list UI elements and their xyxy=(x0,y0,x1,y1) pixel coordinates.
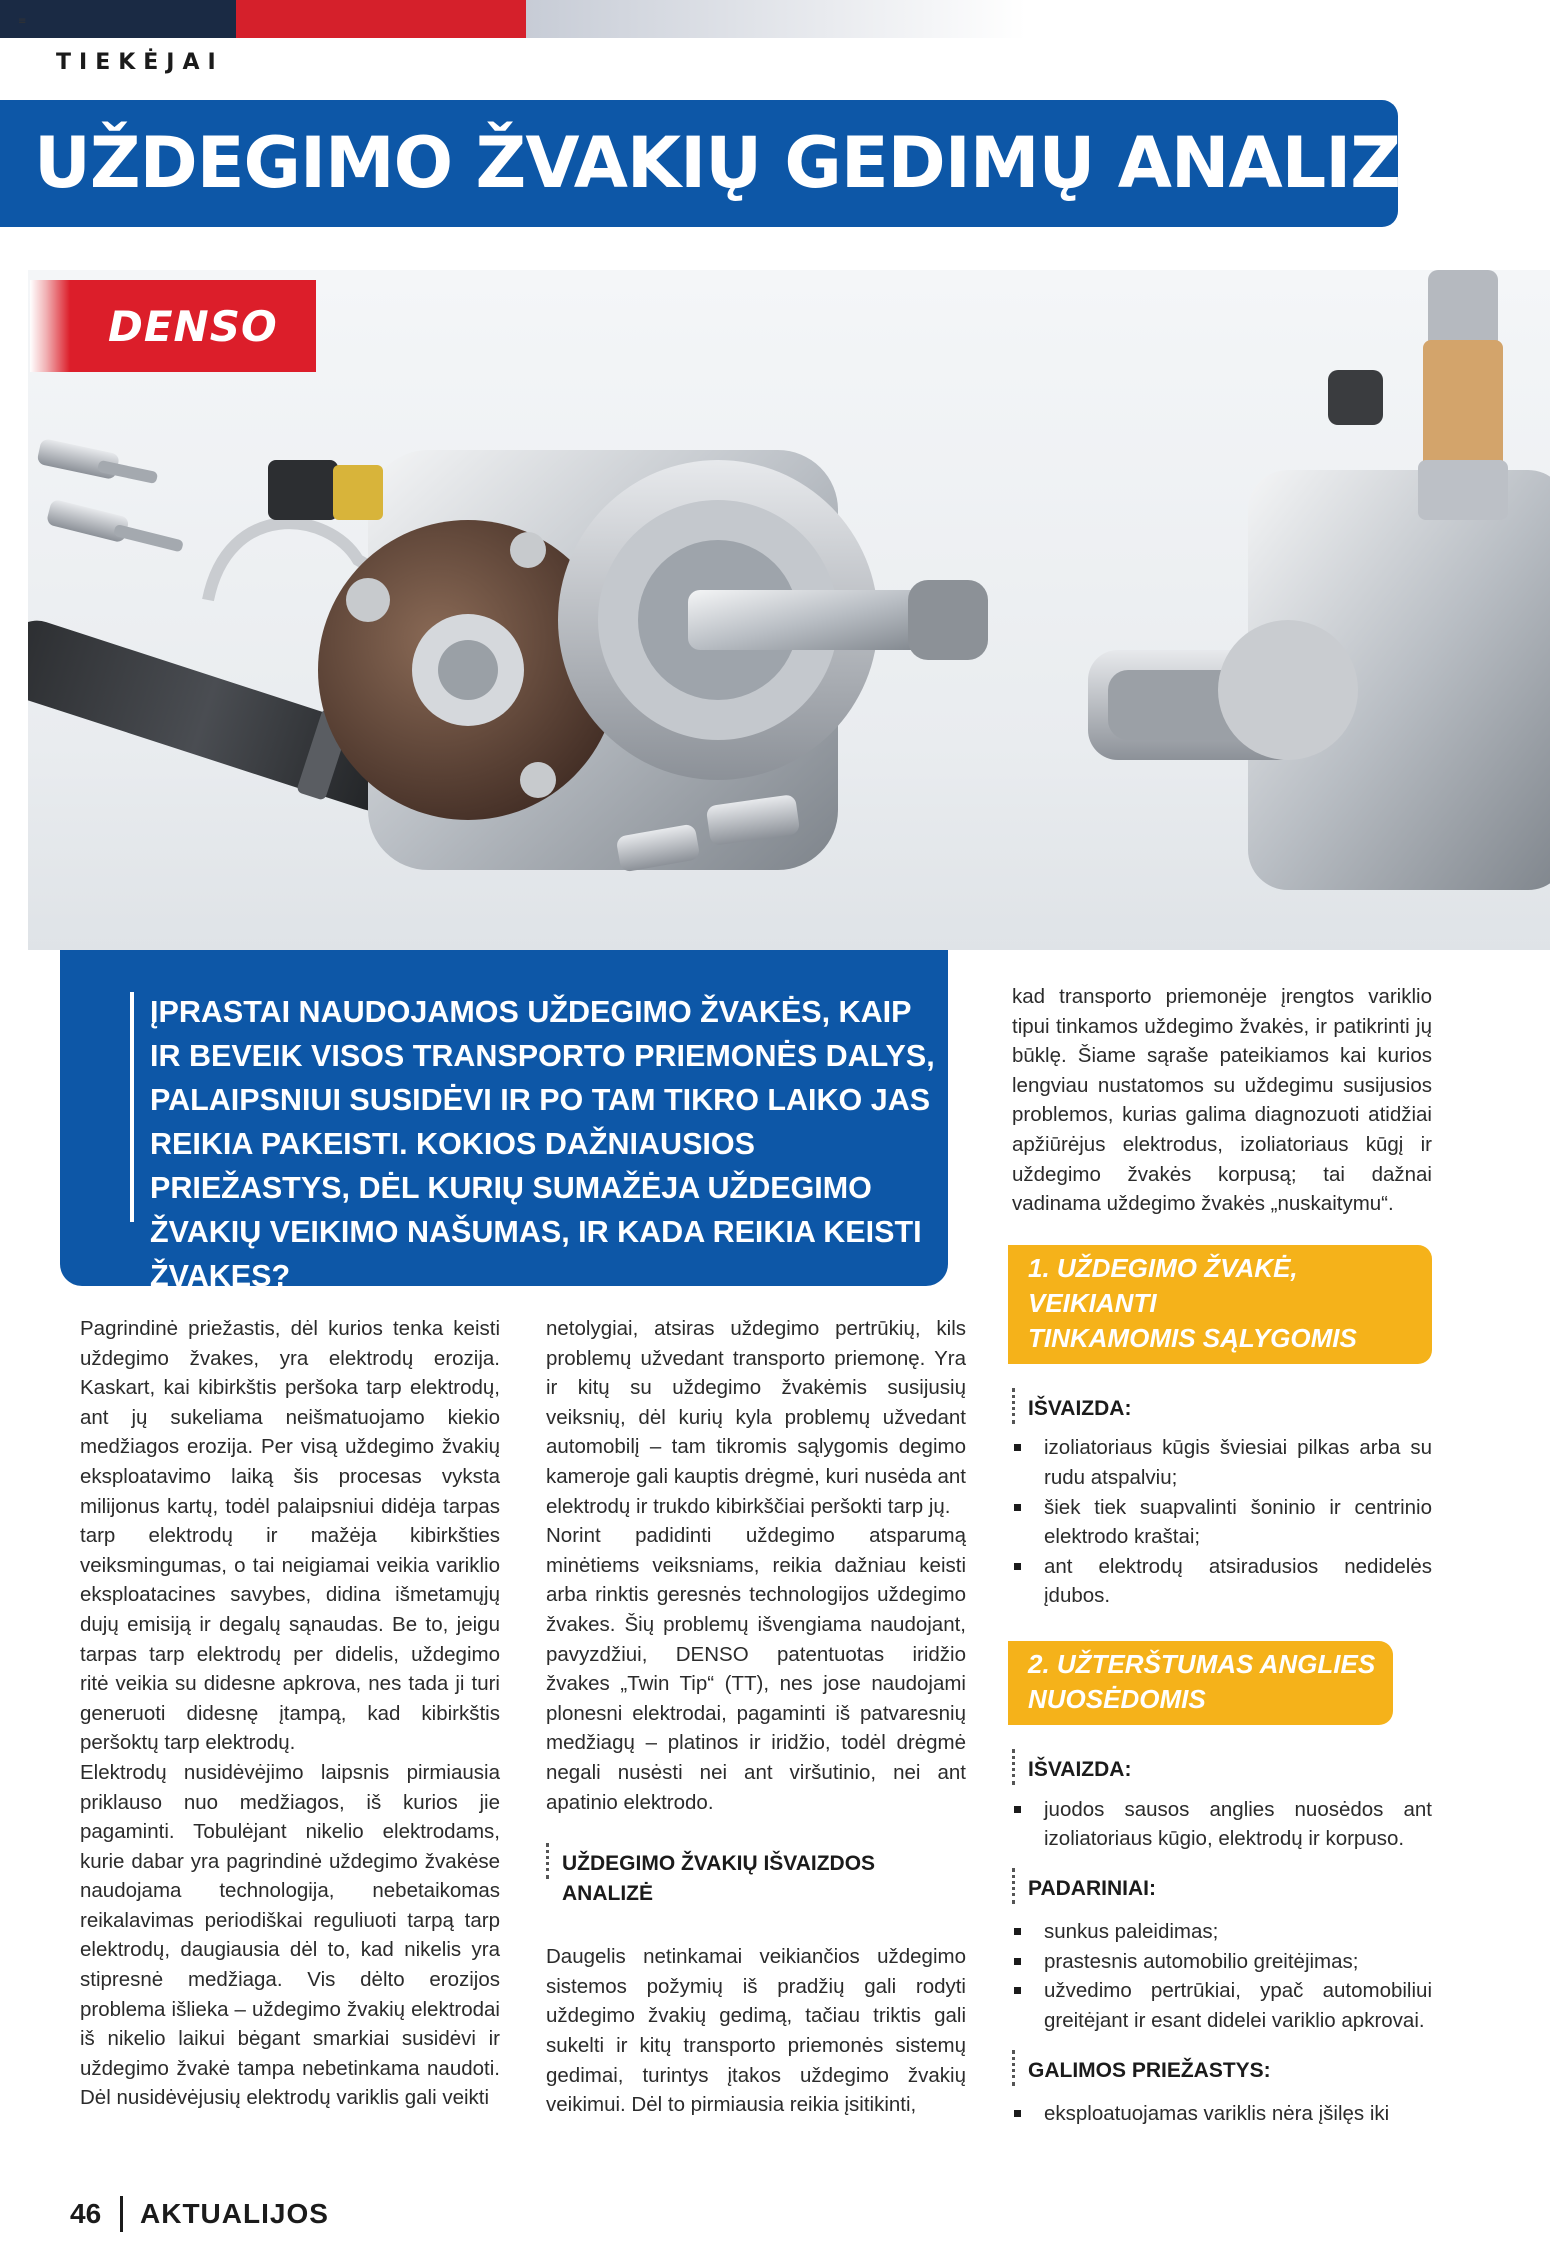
list-item: prastesnis automobilio greitėjimas; xyxy=(1012,1947,1432,1977)
subheading: UŽDEGIMO ŽVAKIŲ IŠVAIZDOS ANALIZĖ xyxy=(546,1849,966,1908)
list-item: šiek tiek suapvalinti šoninio ir centrinio elektrodo kraštai; xyxy=(1012,1493,1432,1552)
footer-divider xyxy=(120,2196,123,2232)
case-2-causes-label: GALIMOS PRIEŽASTYS: xyxy=(1012,2056,1432,2086)
case-1-appearance-list xyxy=(1012,1433,1432,1611)
case-2-appearance-list xyxy=(1012,1795,1432,1854)
list-item: užvedimo pertrūkiai, ypač automobiliui greitėjant ir esant didelei variklio apkrovai. xyxy=(1012,1976,1432,2035)
fuel-pump-photo-icon xyxy=(28,270,1550,950)
hero-image xyxy=(28,270,1550,950)
case-2-heading-line1: 2. UŽTERŠTUMAS ANGLIES xyxy=(1028,1648,1376,1679)
menu-icon: ≡ xyxy=(18,16,27,27)
article-column-1 xyxy=(80,1314,500,2113)
case-1-appearance-label: IŠVAIZDA: xyxy=(1012,1394,1432,1424)
title-banner xyxy=(0,100,1447,227)
case-2-heading-line2: NUOSĖDOMIS xyxy=(1028,1683,1206,1714)
list-item: juodos sausos anglies nuosėdos ant izoliatoriaus kūgio, elektrodų ir korpuso. xyxy=(1012,1795,1432,1854)
case-1-heading xyxy=(1008,1245,1432,1364)
page-title: UŽDEGIMO ŽVAKIŲ GEDIMŲ ANALIZĖ xyxy=(34,122,1447,204)
top-decorative-bar xyxy=(0,0,1550,38)
logo-swoosh xyxy=(30,280,70,372)
list-item: eksploatuojamas variklis nėra įšilęs iki xyxy=(1012,2099,1432,2129)
case-2-appearance-label: IŠVAIZDA: xyxy=(1012,1755,1432,1785)
paragraph: Pagrindinė priežastis, dėl kurios tenka keisti uždegimo žvakes, yra elektrodų erozija. Kaskart, kai kibirkštis peršoka tarp elektrodų, ant jų sukeliama neišmatuojamo kiekio medžiagos erozija. Per visą uždegimo žvakių eksploatavimo laiką šis procesas vyksta milijonus kartų, todėl palaipsniui didėja tarpas tarp elektrodų ir mažėja kibirkšties veiksmingumas, o tai neigiamai veikia variklio eksploatacines savybes, didina išmetamųjų dujų emisiją ir degalų sąnaudas. Be to, jeigu tarpas tarp elektrodų per didelis, uždegimo ritė veikia su didesne apkrova, nes tada ji turi generuoti didesnę įtampą, kad kibirkštis peršoktų tarp elektrodų. xyxy=(80,1317,500,1755)
page-number: 46 xyxy=(70,2198,102,2229)
top-bar-navy xyxy=(0,0,236,38)
list-item: izoliatoriaus kūgis šviesiai pilkas arba su rudu atspalviu; xyxy=(1012,1433,1432,1492)
top-bar-red xyxy=(236,0,526,38)
paragraph: kad transporto priemonėje įrengtos variklio tipui tinkamos uždegimo žvakės, ir patikrinti jų būklę. Šiame sąraše pateikiamos kai kurios lengviau nustatomos su uždegimu susijusios problemos, kurias galima diagnozuoti atidžiai apžiūrėjus elektrodus, izoliatoriaus kūgį ir uždegimo žvakės korpusą; tai dažnai vadinama uždegimo žvakės „nuskaitymu“. xyxy=(1012,985,1432,1216)
list-item: ant elektrodų atsiradusios nedidelės įdubos. xyxy=(1012,1552,1432,1611)
magazine-name: AKTUALIJOS xyxy=(140,2198,329,2229)
case-2-effects-list xyxy=(1012,1917,1432,2035)
paragraph: netolygiai, atsiras uždegimo pertrūkių, kils problemų užvedant transporto priemonę. Yra ir kitų su uždegimo žvakėmis susijusių veiksnių, dėl kurių kyla problemų užvedant automobilį – tam tikromis sąlygomis degimo kameroje gali kauptis drėgmė, kuri nusėda ant elektrodų ir trukdo kibirkščiai peršokti tarp jų. xyxy=(546,1317,966,1518)
section-label: TIEKĖJAI xyxy=(56,50,224,75)
case-2-causes-list xyxy=(1012,2099,1432,2129)
case-2-heading xyxy=(1008,1641,1393,1725)
paragraph: Elektrodų nusidėvėjimo laipsnis pirmiausia priklauso nuo medžiagos, iš kurios jie pagaminti. Tobulėjant nikelio elektrodams, kurie dabar yra pagrindinė uždegimo žvakėse naudojama technologija, nebetaikomas reikalavimas periodiškai reguliuoti tarpą tarp elektrodų, daugiausia dėl to, kad nikelis yra stipresnė medžiaga. Vis dėlto erozijos problema išlieka – uždegimo žvakių elektrodai iš nikelio laikui bėgant smarkiai susidėvi ir uždegimo žvakė tampa nebetinkama naudoti. Dėl nusidėvėjusių elektrodų variklis gali veikti xyxy=(80,1760,500,2110)
case-1-heading-line1: 1. UŽDEGIMO ŽVAKĖ, VEIKIANTI xyxy=(1028,1252,1298,1318)
article-column-3 xyxy=(1012,982,1432,2129)
paragraph: Norint padidinti uždegimo atsparumą minėtiems veiksniams, reikia dažniau keisti arba rinktis geresnės technologijos uždegimo žvakes. Šių problemų išvengiama naudojant, pavyzdžiui, DENSO patentuotas iridžio žvakes „Twin Tip“ (TT), nes jose naudojami plonesni elektrodai, pagaminti iš patvaresnių medžiagų – platinos ir iridžio, todėl drėgmė negali nusėsti nei ant viršutinio, nei ant apatinio elektrodo. xyxy=(546,1524,966,1814)
denso-logo-text: DENSO xyxy=(108,302,278,351)
case-1-heading-line2: TINKAMOMIS SĄLYGOMIS xyxy=(1028,1322,1357,1353)
denso-logo xyxy=(30,280,316,372)
top-bar-gradient xyxy=(526,0,1026,38)
lead-text: ĮPRASTAI NAUDOJAMOS UŽDEGIMO ŽVAKĖS, KAIP IR BEVEIK VISOS TRANSPORTO PRIEMONĖS DALYS, PALAIPSNIUI SUSIDĖVI IR PO TAM TIKRO LAIKO JAS REIKIA PAKEISTI. KOKIOS DAŽNIAUSIOS PRIEŽASTYS, DĖL KURIŲ SUMAŽĖJA UŽDEGIMO ŽVAKIŲ VEIKIMO NAŠUMAS, IR KADA REIKIA KEISTI ŽVAKES? xyxy=(150,995,935,1293)
lead-box xyxy=(60,950,948,1293)
paragraph: Daugelis netinkamai veikiančios uždegimo sistemos požymių iš pradžių gali rodyti uždegimo žvakių gedimą, tačiau triktis gali sukelti ir kitų transporto priemonės sistemų gedimai, turintys įtakos uždegimo žvakių veikimui. Dėl to pirmiausia reikia įsitikinti, xyxy=(546,1945,966,2117)
case-2-effects-label: PADARINIAI: xyxy=(1012,1874,1432,1904)
list-item: sunkus paleidimas; xyxy=(1012,1917,1432,1947)
article-column-2 xyxy=(546,1314,966,2120)
